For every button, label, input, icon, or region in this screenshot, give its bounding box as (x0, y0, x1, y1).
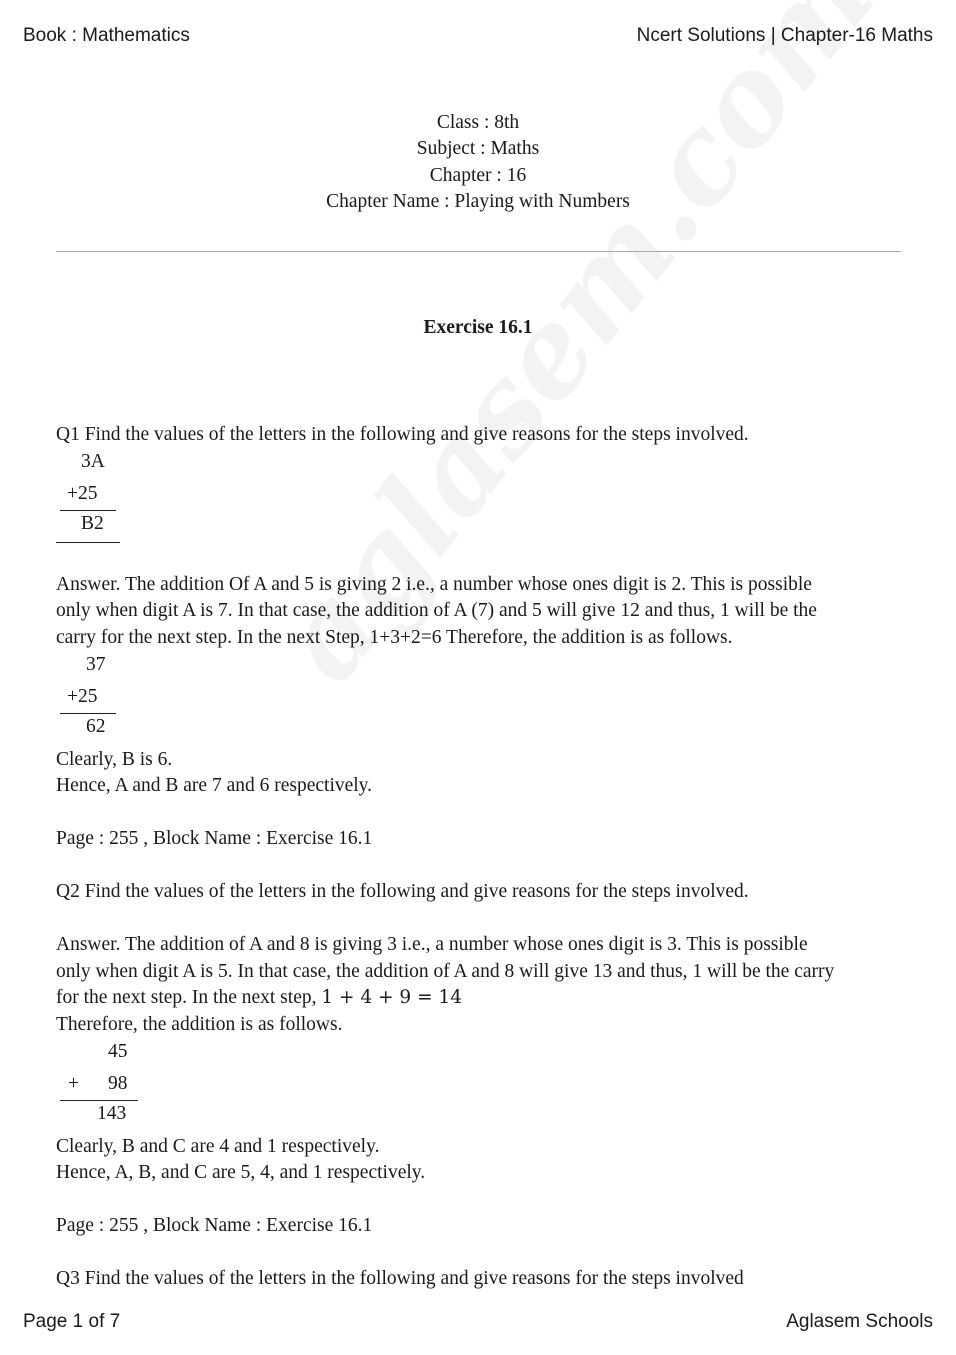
header-chapter-label: Ncert Solutions | Chapter-16 Maths (636, 25, 933, 46)
q1-solution-top: 37 (86, 654, 106, 675)
q1-problem-result: B2 (81, 513, 104, 534)
q1-solution-result: 62 (86, 716, 106, 737)
q1-question: Q1 Find the values of the letters in the following and give reasons for the steps involved. (56, 424, 749, 445)
q2-page-ref: Page : 255 , Block Name : Exercise 16.1 (56, 1215, 373, 1236)
q2-answer-line-2: only when digit A is 5. In that case, the addition of A and 8 will give 13 and thus, 1 will be the carry (56, 961, 835, 982)
q2-conclusion-2: Hence, A, B, and C are 5, 4, and 1 respectively. (56, 1162, 426, 1183)
q1-answer-line-3: carry for the next step. In the next Step, 1+3+2=6 Therefore, the addition is as follows. (56, 627, 733, 648)
q2-solution-top: 45 (108, 1041, 128, 1062)
q1-problem-addend: +25 (67, 483, 98, 504)
footer-page-number: Page 1 of 7 (23, 1311, 121, 1332)
q1-problem-sum-line (60, 510, 116, 511)
q1-conclusion-2: Hence, A and B are 7 and 6 respectively. (56, 775, 373, 796)
q2-solution-plus: + (68, 1073, 79, 1094)
q2-answer-line-3-text: for the next step. In the next step, (56, 987, 317, 1008)
q1-page-ref: Page : 255 , Block Name : Exercise 16.1 (56, 828, 373, 849)
q1-problem-top: 3A (81, 451, 105, 472)
q2-answer-line-1: Answer. The addition of A and 8 is giving 3 i.e., a number whose ones digit is 3. This is possible (56, 934, 808, 955)
q2-answer-line-3 (56, 987, 462, 1009)
q2-solution-addend: 98 (108, 1073, 128, 1094)
q1-solution-sum-line (60, 713, 116, 714)
q2-question: Q2 Find the values of the letters in the following and give reasons for the steps involved. (56, 881, 749, 902)
q1-solution-addend: +25 (67, 686, 98, 707)
header-book-label: Book : Mathematics (23, 25, 190, 46)
divider (56, 251, 901, 252)
class-label: Class : 8th (436, 112, 520, 133)
q2-solution-result: 143 (97, 1103, 127, 1124)
q1-conclusion-1: Clearly, B is 6. (56, 749, 173, 770)
chapter-name-label: Chapter Name : Playing with Numbers (326, 191, 630, 212)
subject-label: Subject : Maths (416, 138, 540, 159)
q1-answer-line-1: Answer. The addition Of A and 5 is giving 2 i.e., a number whose ones digit is 2. This is possible (56, 574, 812, 595)
q2-solution-sum-line (60, 1100, 138, 1101)
q2-answer-math: 1 + 4 + 9 = 14 (321, 987, 462, 1008)
chapter-label: Chapter : 16 (429, 165, 527, 186)
footer-brand: Aglasem Schools (786, 1311, 933, 1332)
q3-question: Q3 Find the values of the letters in the following and give reasons for the steps involved (56, 1268, 744, 1289)
q2-answer-line-4: Therefore, the addition is as follows. (56, 1014, 343, 1035)
q1-problem-bottom-line (56, 542, 120, 543)
q1-answer-line-2: only when digit A is 7. In that case, the addition of A (7) and 5 will give 12 and thus, 1 will be the (56, 600, 817, 621)
exercise-title: Exercise 16.1 (423, 317, 533, 338)
q2-conclusion-1: Clearly, B and C are 4 and 1 respectively. (56, 1136, 380, 1157)
